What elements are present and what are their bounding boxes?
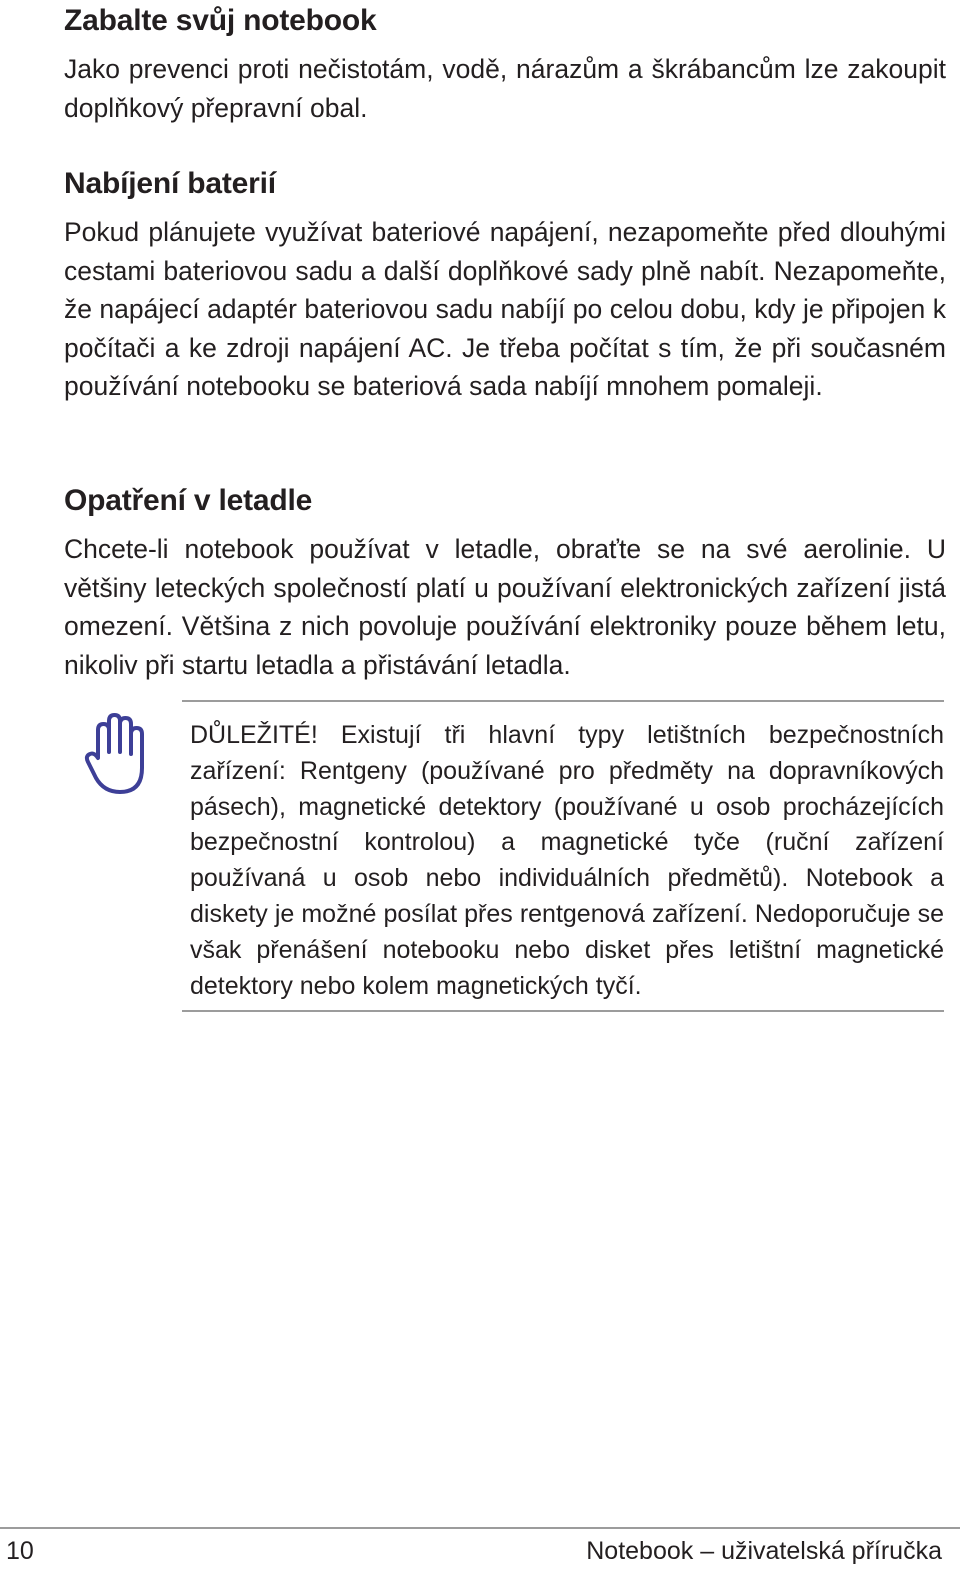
section-heading: Zabalte svůj notebook [64, 4, 377, 37]
section-paragraph: Pokud plánujete využívat bateriové napájení, nezapomeňte před dlouhými cestami bateriovou sadu a další doplňkové sady plně nabít. Nezapomeňte, že napájecí adaptér bateriovou sadu nabíjí po celou dobu, kdy je připojen k počítači a ke zdroji napájení AC. Je třeba počítat s tím, že při současném používání notebooku se bateriová sada nabíjí mnohem pomaleji. [64, 217, 946, 401]
section-packing [64, 2, 946, 127]
section-heading: Nabíjení baterií [64, 167, 276, 200]
notice-text: DŮLEŽITÉ! Existují tři hlavní typy letištních bezpečnostních zařízení: Rentgeny (používané pro předměty na dopravníkových pásech), magnetické detektory (používané u osob procházejících bezpečnostní kontrolou) a magnetické tyče (ruční zařízení používaná u osob nebo individuálních předmětů). Notebook a diskety je možné posílat přes rentgenová zařízení. Nedoporučuje se však přenášení notebooku nebo disket přes letištní magnetické detektory nebo kolem magnetických tyčí. [190, 721, 944, 1000]
footer-divider [0, 1527, 960, 1529]
section-paragraph: Chcete-li notebook používat v letadle, obraťte se na své aerolinie. U většiny leteckých společností platí u používaní elektronických zařízení jistá omezení. Většina z nich povoluje používání elektroniky pouze během letu, nikoliv při startu letadla a přistávání letadla. [64, 534, 946, 680]
section-charging [64, 165, 946, 406]
page-number: 10 [6, 1537, 34, 1565]
section-paragraph: Jako prevenci proti nečistotám, vodě, nárazům a škrábancům lze zakoupit doplňkový přepravní obal. [64, 54, 946, 123]
section-airplane [64, 482, 946, 684]
notice-divider-bottom [182, 1010, 944, 1012]
footer-title: Notebook – uživatelská příručka [586, 1537, 942, 1565]
section-heading: Opatření v letadle [64, 484, 313, 517]
notice-divider-top [182, 700, 944, 702]
hand-stop-icon [84, 712, 148, 796]
important-notice [64, 700, 946, 1015]
